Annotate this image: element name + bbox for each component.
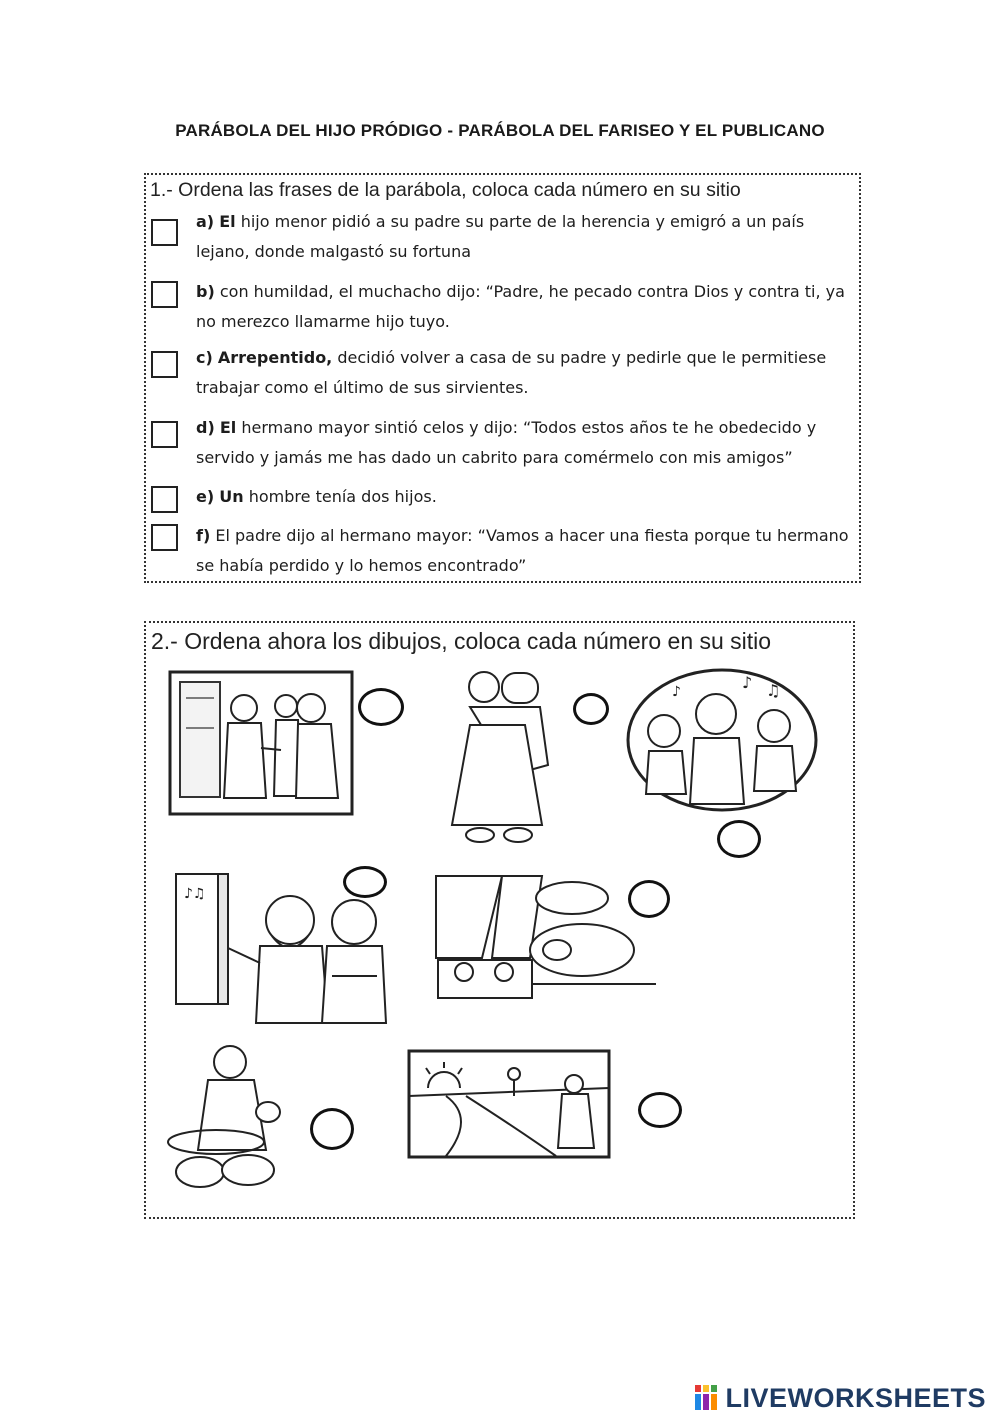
order-checkbox-f[interactable]: [151, 524, 178, 551]
road-sunset-icon: [406, 1048, 612, 1160]
answer-circle-1[interactable]: [358, 688, 404, 726]
doorway-family-icon: [166, 668, 356, 818]
svg-text:♪: ♪: [742, 673, 753, 692]
section-2-heading: 2.- Ordena ahora los dibujos, coloca cada número en su sitio: [151, 628, 772, 654]
answer-circle-5[interactable]: [628, 880, 670, 918]
liveworksheets-logo-icon: [695, 1385, 725, 1411]
svg-text:♪: ♪: [672, 684, 681, 700]
page-title: PARÁBOLA DEL HIJO PRÓDIGO - PARÁBOLA DEL FARISEO Y EL PUBLICANO: [175, 121, 825, 140]
order-checkbox-a[interactable]: [151, 219, 178, 246]
answer-circle-3[interactable]: [717, 820, 761, 858]
party-icon: [624, 666, 820, 814]
brand-name: LIVEWORKSHEETS: [725, 1382, 986, 1413]
sentence-text-e: e) Un hombre tenía dos hijos.: [196, 487, 437, 506]
sentence-text-d: d) El hermano mayor sintió celos y dijo: “Todos estos años te he obedecido y servido y jamás me has dado un cabrito para comérmelo con mis amigos”: [196, 418, 817, 467]
pigs-icon: [156, 1040, 304, 1198]
answer-circle-2[interactable]: [573, 693, 609, 725]
liveworksheets-logo: [695, 1384, 986, 1412]
order-checkbox-c[interactable]: [151, 351, 178, 378]
sentence-text-b: b) con humildad, el muchacho dijo: “Padre, he pecado contra Dios y contra ti, ya no merezco llamarme hijo tuyo.: [196, 282, 845, 331]
order-checkbox-d[interactable]: [151, 421, 178, 448]
sentence-text-f: f) El padre dijo al hermano mayor: “Vamos a hacer una fiesta porque tu hermano se había perdido y lo hemos encontrado”: [196, 526, 849, 575]
order-checkbox-e[interactable]: [151, 486, 178, 513]
sentence-text-c: c) Arrepentido, decidió volver a casa de su padre y pedirle que le permitiese trabajar como el último de sus sirvientes.: [196, 348, 827, 397]
section-1-box: [144, 173, 861, 583]
svg-text:♪♫: ♪♫: [184, 886, 206, 902]
order-checkbox-b[interactable]: [151, 281, 178, 308]
answer-circle-7[interactable]: [638, 1092, 682, 1128]
answer-circle-4[interactable]: [343, 866, 387, 898]
answer-circle-6[interactable]: [310, 1108, 354, 1150]
svg-text:♫: ♫: [766, 681, 781, 700]
section-1-heading: 1.- Ordena las frases de la parábola, coloca cada número en su sitio: [150, 179, 741, 201]
sentence-text-a: a) El hijo menor pidió a su padre su parte de la herencia y emigró a un país lejano, donde malgastó su fortuna: [196, 212, 805, 261]
feast-icon: [432, 868, 660, 1000]
embrace-icon: [440, 665, 565, 850]
